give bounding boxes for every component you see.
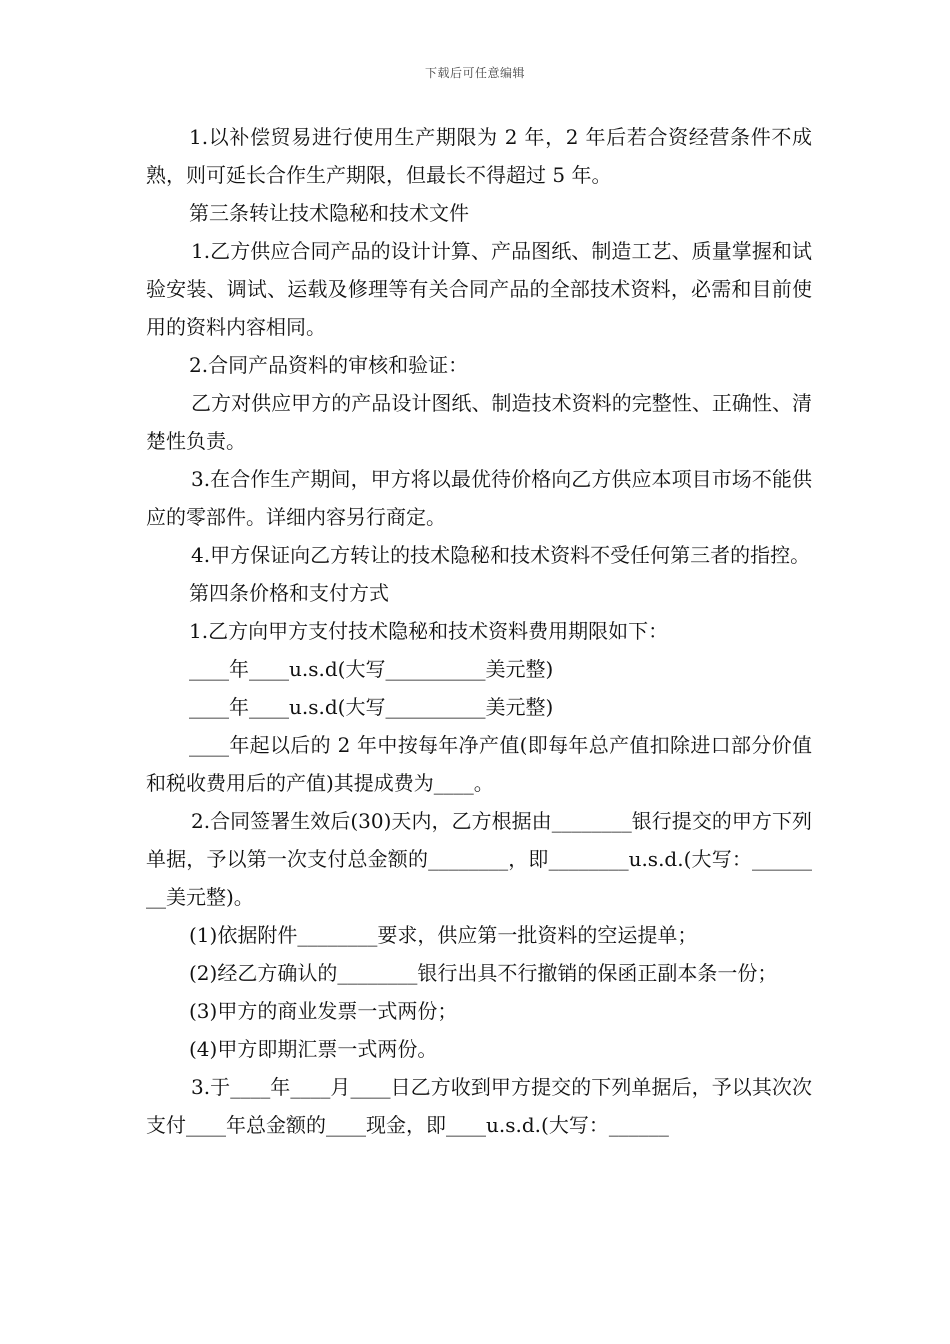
paragraph: 2.合同签署生效后(30)天内，乙方根据由________银行提交的甲方下列单据，予以第一次支付总金额的________，即________u.s.d.(大写：________美元整)。 xyxy=(146,809,812,909)
list-item: (4)甲方即期汇票一式两份。 xyxy=(189,1037,438,1061)
payment-line: ____年____u.s.d(大写__________美元整) xyxy=(189,657,554,681)
paragraph: 1.乙方供应合同产品的设计计算、产品图纸、制造工艺、质量掌握和试验安装、调试、运载及修理等有关合同产品的全部技术资料，必需和目前使用的资料内容相同。 xyxy=(146,239,812,339)
paragraph: 3.于____年____月____日乙方收到甲方提交的下列单据后，予以其次次支付____年总金额的____现金，即____u.s.d.(大写：______ xyxy=(146,1075,812,1137)
document-body xyxy=(146,118,812,1144)
section-heading: 第四条价格和支付方式 xyxy=(189,581,389,605)
list-item: (3)甲方的商业发票一式两份； xyxy=(189,999,458,1023)
paragraph: 1.乙方向甲方支付技术隐秘和技术资料费用期限如下： xyxy=(189,619,669,643)
paragraph: 2.合同产品资料的审核和验证： xyxy=(189,353,469,377)
page-header: 下载后可任意编辑 xyxy=(424,66,525,80)
list-item: (2)经乙方确认的________银行出具不行撤销的保函正副本条一份； xyxy=(189,961,778,985)
paragraph: ____年起以后的 2 年中按每年净产值(即每年总产值扣除进口部分价值和税收费用后的产值)其提成费为____。 xyxy=(146,733,812,795)
payment-line: ____年____u.s.d(大写__________美元整) xyxy=(189,695,554,719)
paragraph: 1.以补偿贸易进行使用生产期限为 2 年，2 年后若合资经营条件不成熟，则可延长合作生产期限，但最长不得超过 5 年。 xyxy=(146,125,812,187)
paragraph: 乙方对供应甲方的产品设计图纸、制造技术资料的完整性、正确性、清楚性负责。 xyxy=(146,391,812,453)
section-heading: 第三条转让技术隐秘和技术文件 xyxy=(189,201,469,225)
list-item: (1)依据附件________要求，供应第一批资料的空运提单； xyxy=(189,923,698,947)
paragraph: 3.在合作生产期间，甲方将以最优待价格向乙方供应本项目市场不能供应的零部件。详细内容另行商定。 xyxy=(146,467,812,529)
paragraph: 4.甲方保证向乙方转让的技术隐秘和技术资料不受任何第三者的指控。 xyxy=(191,543,811,567)
